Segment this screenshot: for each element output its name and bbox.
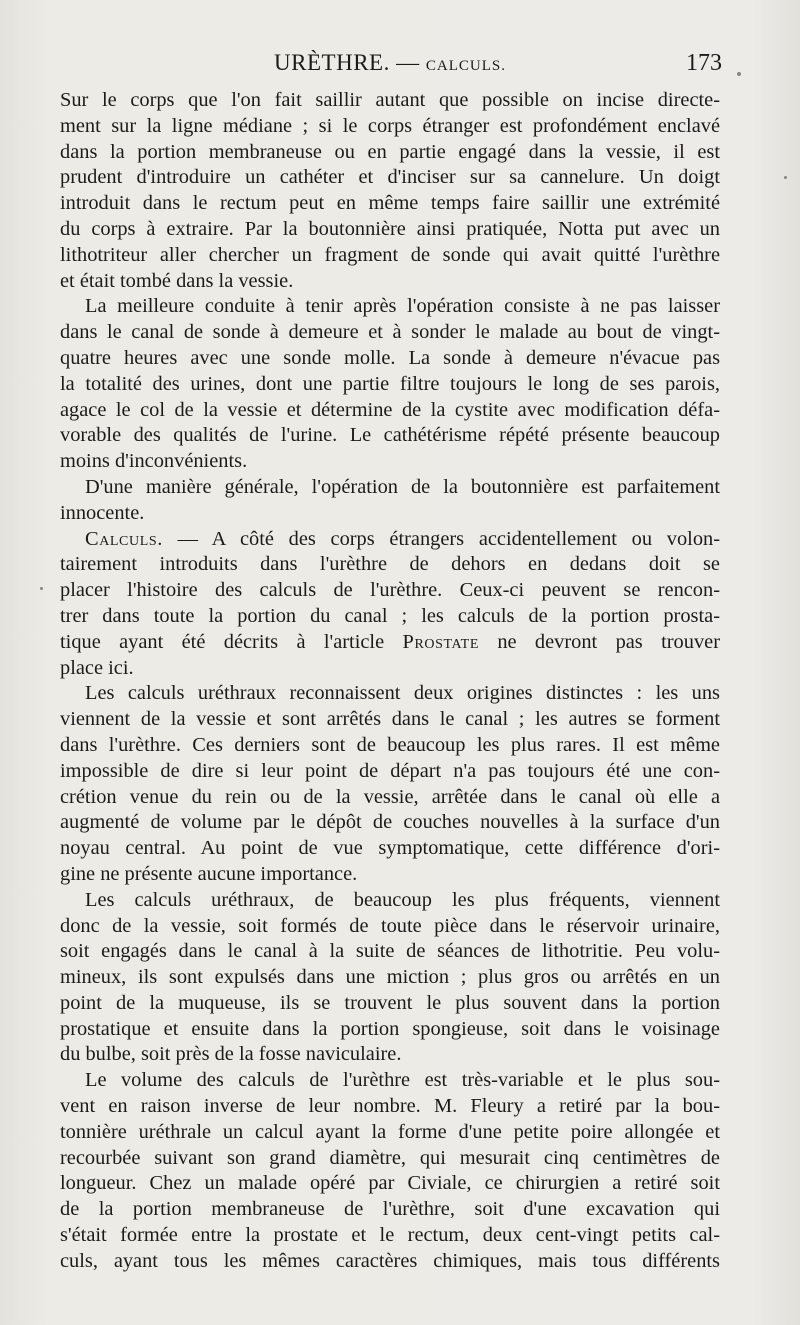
text-run: et était tombé dans la vessie. — [60, 269, 294, 292]
text-line — [60, 1223, 720, 1249]
text-line — [60, 552, 720, 578]
section-heading: Calculs. — [85, 527, 163, 550]
text-run: vorable des qualités de l'urine. Le cathétérisme répété présente beaucoup — [60, 424, 720, 447]
text-line — [60, 88, 720, 114]
text-run: Les calculs uréthraux reconnaissent deux origines distinctes : les uns — [85, 682, 720, 705]
text-run: du bulbe, soit près de la fosse naviculaire. — [60, 1043, 402, 1066]
text-run: Le volume des calculs de l'urèthre est très-variable et le plus sou- — [85, 1069, 720, 1092]
text-line — [60, 1017, 720, 1043]
speck — [784, 176, 787, 179]
text-line — [60, 217, 720, 243]
text-run: dans l'urèthre. Ces derniers sont de beaucoup les plus rares. Il est même — [60, 733, 720, 756]
text-run: mineux, ils sont expulsés dans une miction ; plus gros ou arrêtés en un — [60, 966, 720, 989]
article-reference: Prostate — [402, 630, 479, 653]
text-run: de la portion membraneuse de l'urèthre, soit d'une excavation qui — [60, 1198, 720, 1221]
speck — [40, 587, 43, 590]
text-run: gine ne présente aucune importance. — [60, 862, 358, 885]
text-line — [60, 114, 720, 140]
text-line — [60, 1042, 720, 1068]
text-run: Sur le corps que l'on fait saillir autant que possible on incise directe- — [60, 89, 720, 111]
text-line — [60, 862, 720, 888]
text-line — [60, 1197, 720, 1223]
text-line — [60, 707, 720, 733]
text-line — [60, 1120, 720, 1146]
text-run: tonnière uréthrale un calcul ayant la forme d'une petite poire allongée et — [60, 1120, 720, 1143]
text-line — [60, 501, 720, 527]
text-line — [60, 681, 720, 707]
text-run: ment sur la ligne médiane ; si le corps étranger est profondément enclavé — [60, 114, 720, 137]
text-line — [60, 630, 720, 656]
running-title-dash: — — [389, 50, 426, 75]
running-title-main: URÈTHRE. — [274, 50, 390, 75]
text-line — [60, 269, 720, 295]
text-run: la totalité des urines, dont une partie filtre toujours le long de ses parois, — [60, 372, 720, 395]
text-run: donc de la vessie, soit formés de toute pièce dans le réservoir urinaire, — [60, 914, 720, 937]
text-run: trer dans toute la portion du canal ; les calculs de la portion prosta- — [60, 604, 720, 627]
text-line — [60, 939, 720, 965]
text-run: introduit dans le rectum peut en même temps faire saillir une extrémité — [60, 192, 720, 215]
text-line — [60, 888, 720, 914]
text-run: quatre heures avec une sonde molle. La sonde à demeure n'évacue pas — [60, 346, 720, 369]
text-run: longueur. Chez un malade opéré par Civiale, ce chirurgien a retiré soit — [60, 1172, 720, 1195]
text-run: du corps à extraire. Par la boutonnière ainsi pratiquée, Notta put avec un — [60, 217, 720, 240]
body-text — [60, 88, 720, 1275]
text-run: placer l'histoire des calculs de l'urèthre. Ceux-ci peuvent se rencon- — [60, 579, 720, 602]
text-run: s'était formée entre la prostate et le rectum, deux cent-vingt petits cal- — [60, 1224, 720, 1247]
text-line — [60, 1249, 720, 1275]
page-header — [60, 50, 720, 82]
text-run: moins d'inconvénients. — [60, 450, 248, 473]
text-run: dans le canal de sonde à demeure et à sonder le malade au bout de vingt- — [60, 321, 720, 344]
text-run: vent en raison inverse de leur nombre. M. Fleury a retiré par la bou- — [60, 1095, 720, 1118]
page-number: 173 — [686, 50, 722, 76]
text-line — [60, 733, 720, 759]
text-run: Les calculs uréthraux, de beaucoup les plus fréquents, viennent — [85, 888, 720, 911]
text-run: impossible de dire si leur point de départ n'a pas toujours été une con- — [60, 759, 720, 782]
text-line — [60, 578, 720, 604]
text-line — [60, 965, 720, 991]
text-line — [60, 604, 720, 630]
text-line — [60, 475, 720, 501]
text-line — [60, 346, 720, 372]
text-run: augmenté de volume par le dépôt de couches nouvelles à la surface d'un — [60, 811, 720, 834]
text-run: recourbée suivant son grand diamètre, qui mesurait cinq centimètres de — [60, 1146, 720, 1169]
text-line — [60, 1094, 720, 1120]
text-run: place ici. — [60, 656, 134, 679]
text-line — [60, 656, 720, 682]
text-run: soit engagés dans le canal à la suite de séances de lithotritie. Peu volu- — [60, 940, 720, 963]
running-title-sub: CALCULS. — [425, 58, 506, 74]
text-line — [60, 191, 720, 217]
text-line — [60, 759, 720, 785]
text-line — [60, 991, 720, 1017]
text-line — [60, 914, 720, 940]
text-run: point de la muqueuse, ils se trouvent le plus souvent dans la portion — [60, 991, 720, 1014]
text-line — [60, 294, 720, 320]
text-line — [60, 785, 720, 811]
text-run: dans la portion membraneuse ou en partie engagé dans la vessie, il est — [60, 140, 720, 163]
text-line — [60, 140, 720, 166]
text-line — [60, 320, 720, 346]
text-run: agace le col de la vessie et détermine de la cystite avec modification défa- — [60, 398, 720, 421]
text-run: culs, ayant tous les mêmes caractères chimiques, mais tous différents — [60, 1249, 720, 1272]
text-run: D'une manière générale, l'opération de la boutonnière est parfaitement — [85, 475, 720, 498]
text-run: viennent de la vessie et sont arrêtés dans le canal ; les autres se forment — [60, 708, 720, 731]
speck — [737, 72, 741, 76]
text-run: lithotriteur aller chercher un fragment de sonde qui avait quitté l'urèthre — [60, 243, 720, 266]
text-line — [60, 527, 720, 553]
text-line — [60, 165, 720, 191]
text-run: — A côté des corps étrangers accidentellement ou volon- — [162, 527, 720, 550]
running-title — [60, 50, 720, 76]
text-run: prostatique et ensuite dans la portion spongieuse, soit dans le voisinage — [60, 1017, 720, 1040]
text-line — [60, 810, 720, 836]
text-line — [60, 398, 720, 424]
text-line — [60, 1068, 720, 1094]
text-run: tique ayant été décrits à l'article — [60, 630, 403, 653]
text-line — [60, 423, 720, 449]
text-line — [60, 1146, 720, 1172]
text-line — [60, 449, 720, 475]
text-run: tairement introduits dans l'urèthre de dehors en dedans doit se — [60, 553, 720, 576]
text-run: crétion venue du rein ou de la vessie, arrêtée dans le canal où elle a — [60, 785, 720, 808]
text-line — [60, 243, 720, 269]
text-line — [60, 836, 720, 862]
text-run: prudent d'introduire un cathéter et d'inciser sur sa cannelure. Un doigt — [60, 166, 720, 189]
text-line — [60, 372, 720, 398]
text-run: La meilleure conduite à tenir après l'opération consiste à ne pas laisser — [85, 295, 720, 318]
text-run: innocente. — [60, 501, 145, 524]
text-run: noyau central. Au point de vue symptomatique, cette différence d'ori- — [60, 837, 720, 860]
text-run: ne devront pas trouver — [478, 630, 720, 653]
text-line — [60, 1171, 720, 1197]
